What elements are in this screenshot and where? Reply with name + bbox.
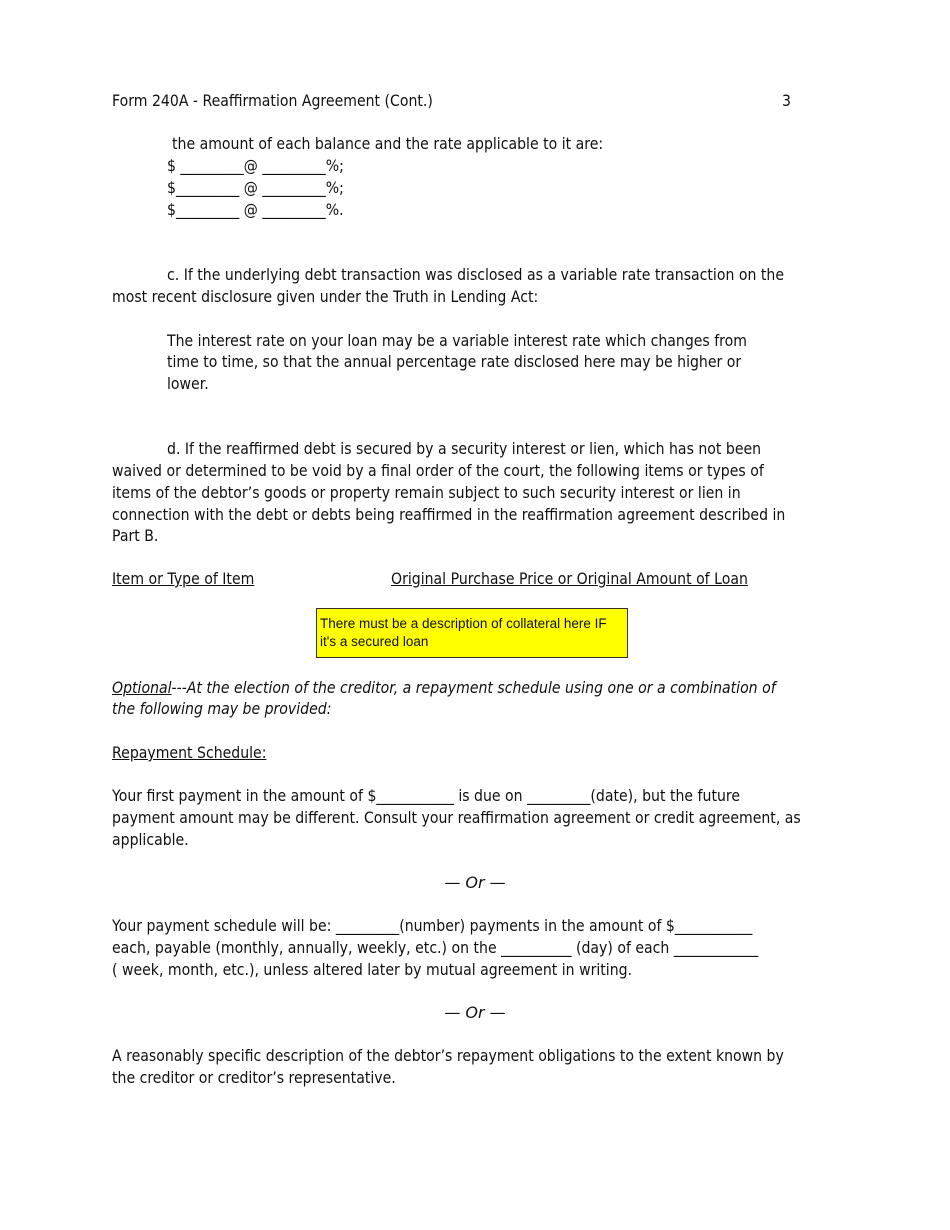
column-header-item: Item or Type of Item <box>112 569 255 588</box>
balance-row: $_________ @ _________%. <box>167 200 344 219</box>
optional-line-2: the following may be provided: <box>112 699 332 718</box>
repayment-heading: Repayment Schedule: <box>112 743 267 762</box>
variable-rate-disclosure: time to time, so that the annual percentage rate disclosed here may be higher or <box>167 352 742 371</box>
optional-line <box>112 677 776 699</box>
section-d-line: connection with the debt or debts being reaffirmed in the reaffirmation agreement described in <box>112 505 786 524</box>
section-c-line: most recent disclosure given under the Truth in Lending Act: <box>112 287 539 306</box>
collateral-note-box: There must be a description of collateral here IF it's a secured loan <box>316 608 628 658</box>
first-payment-line: Your first payment in the amount of $___________ is due on _________(date), but the future <box>112 786 741 805</box>
section-d-line: items of the debtor’s goods or property remain subject to such security interest or lien in <box>112 483 741 502</box>
balances-intro: the amount of each balance and the rate applicable to it are: <box>172 134 604 153</box>
first-payment-line: applicable. <box>112 830 189 849</box>
description-line: A reasonably specific description of the debtor’s repayment obligations to the extent known by <box>112 1046 784 1065</box>
optional-label: Optional <box>112 678 172 697</box>
optional-text: ---At the election of the creditor, a repayment schedule using one or a combination of <box>171 678 776 697</box>
schedule-line: Your payment schedule will be: _________(number) payments in the amount of $___________ <box>112 916 753 935</box>
schedule-line: each, payable (monthly, annually, weekly, etc.) on the __________ (day) of each ____________ <box>112 938 759 957</box>
section-d-line: waived or determined to be void by a final order of the court, the following items or types of <box>112 461 764 480</box>
first-payment-line: payment amount may be different. Consult your reaffirmation agreement or credit agreement, as <box>112 808 801 827</box>
balance-row: $ _________@ _________%; <box>167 156 344 175</box>
schedule-line: ( week, month, etc.), unless altered later by mutual agreement in writing. <box>112 960 633 979</box>
variable-rate-disclosure: The interest rate on your loan may be a variable interest rate which changes from <box>167 331 748 350</box>
column-header-price: Original Purchase Price or Original Amount of Loan <box>391 569 748 588</box>
or-separator: — Or — <box>444 873 506 892</box>
variable-rate-disclosure: lower. <box>167 374 209 393</box>
or-separator: — Or — <box>444 1003 506 1022</box>
section-c-line: c. If the underlying debt transaction was disclosed as a variable rate transaction on the <box>167 265 784 284</box>
page-number: 3 <box>782 91 791 110</box>
section-d-line: Part B. <box>112 526 159 545</box>
balance-row: $_________ @ _________%; <box>167 178 344 197</box>
section-d-line: d. If the reaffirmed debt is secured by a security interest or lien, which has not been <box>167 439 762 458</box>
form-title: Form 240A - Reaffirmation Agreement (Cont.) <box>112 91 433 110</box>
description-line: the creditor or creditor’s representative. <box>112 1068 396 1087</box>
